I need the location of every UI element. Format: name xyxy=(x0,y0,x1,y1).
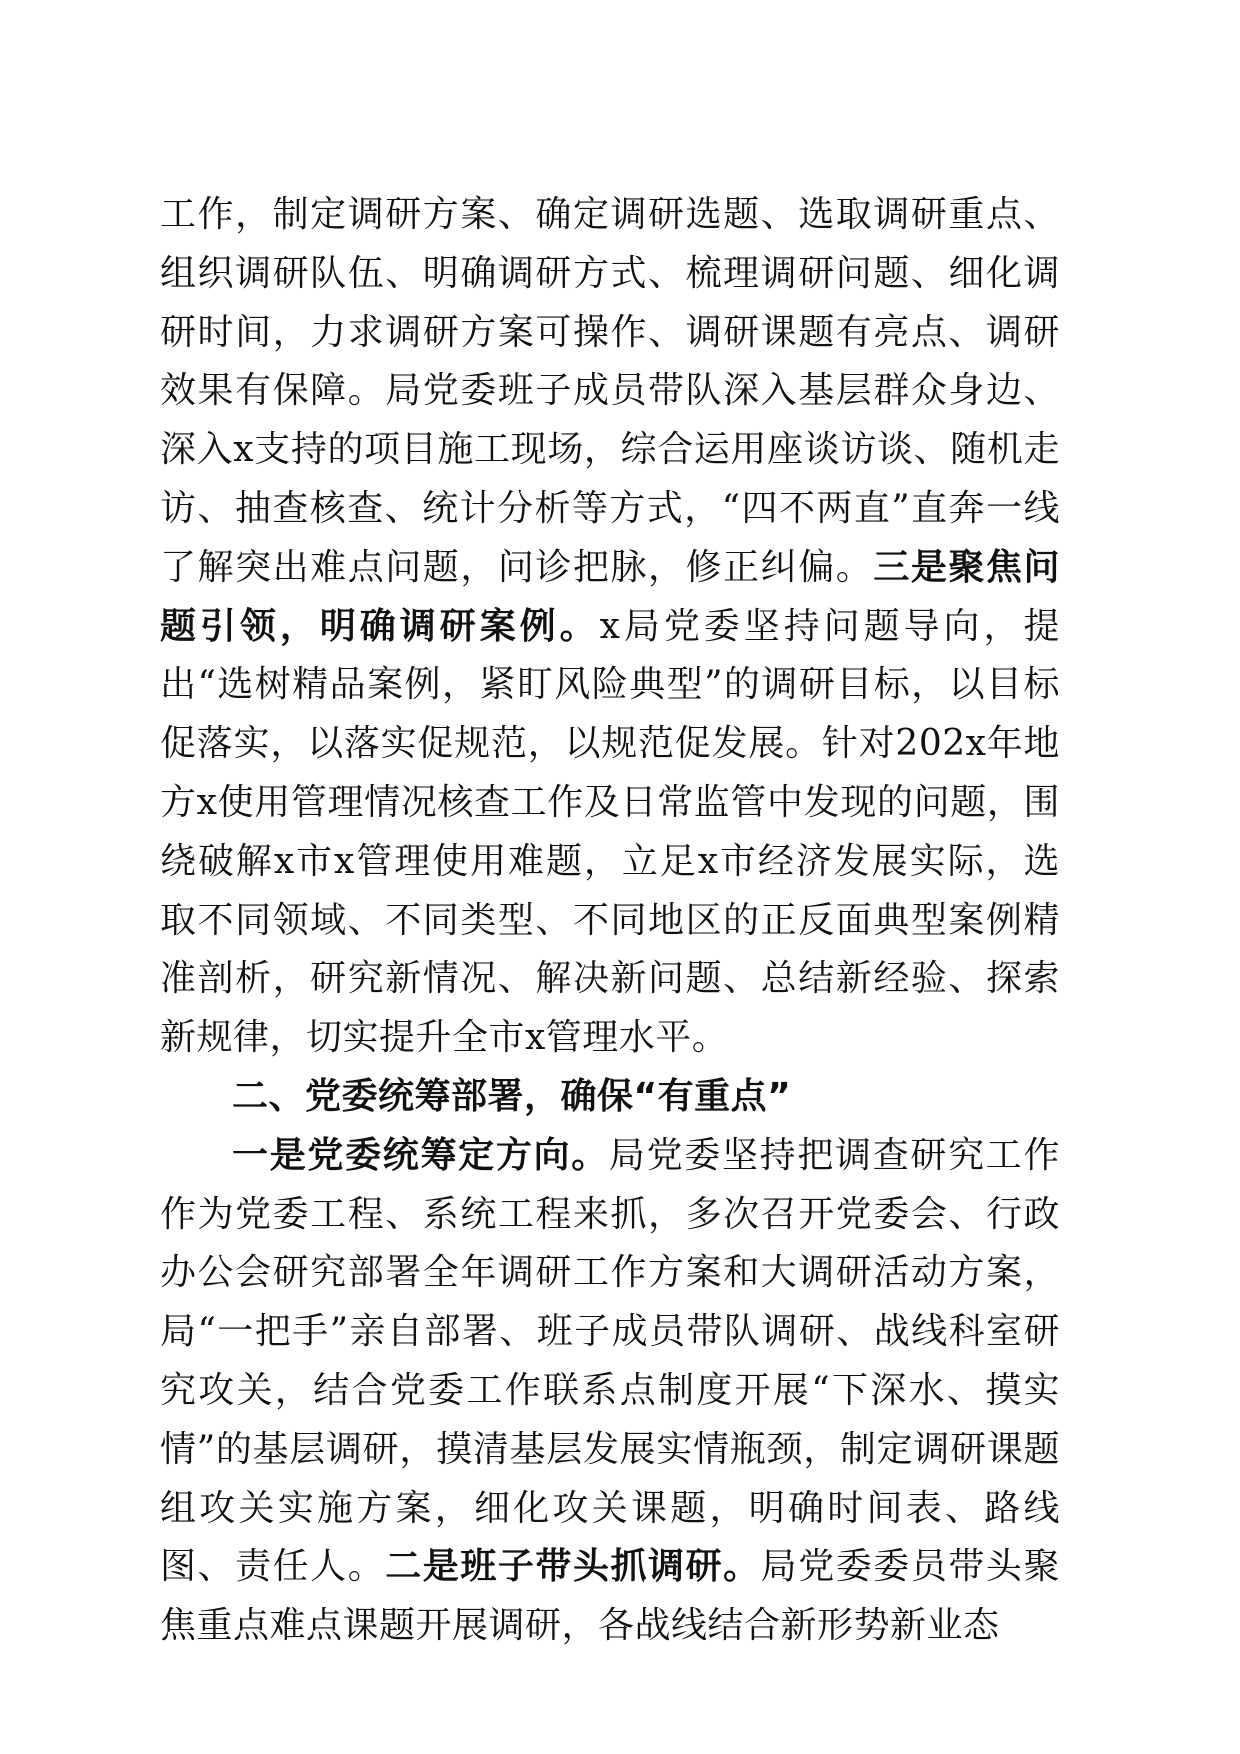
paragraph-text: 局党委坚持把调查研究工作作为党委工程、系统工程来抓，多次召开党委会、行政办公会研究部署全年调研工作方案和大调研活动方案，局“一把手”亲自部署、班子成员带队调研、战线科室研究攻关，结合党委工作联系点制度开展“下深水、摸实情”的基层调研，摸清基层发展实情瓶颈，制定调研课题组攻关实施方案，细化攻关课题，明确时间表、路线图、责任人。 xyxy=(160,1134,1060,1588)
bold-lead-phrase: 一是党委统筹定方向。 xyxy=(232,1134,609,1176)
paragraph-text: 工作，制定调研方案、确定调研选题、选取调研重点、组织调研队伍、明确调研方式、梳理调研问题、细化调研时间，力求调研方案可操作、调研课题有亮点、调研效果有保障。局党委班子成员带队深入基层群众身边、深入x支持的项目施工现场，综合运用座谈访谈、随机走访、抽查核查、统计分析等方式，“四不两直”直奔一线了解突出难点问题，问诊把脉，修正纠偏。 xyxy=(160,194,1060,588)
paragraph-text: x局党委坚持问题导向，提出“选树精品案例，紧盯风险典型”的调研目标，以目标促落实，以落实促规范，以规范促发展。针对202x年地方x使用管理情况核查工作及日常监管中发现的问题，围绕破解x市x管理使用难题，立足x市经济发展实际，选取不同领域、不同类型、不同地区的正反面典型案例精准剖析，研究新情况、解决新问题、总结新经验、探索新规律，切实提升全市x管理水平。 xyxy=(160,605,1060,1059)
document-body xyxy=(160,186,1060,1656)
paragraph-text: 局党委委员带头聚焦重点难点课题开展调研，各战线结合新形势新业态 xyxy=(160,1546,1060,1647)
paragraph xyxy=(160,1127,1060,1656)
bold-lead-phrase: 三是聚焦问题引领，明确调研案例。 xyxy=(160,546,1060,647)
section-heading: 二、党委统筹部署，确保“有重点” xyxy=(232,1075,792,1117)
bold-lead-phrase: 二是班子带头抓调研。 xyxy=(385,1546,761,1588)
paragraph-continuation xyxy=(160,186,1060,1068)
